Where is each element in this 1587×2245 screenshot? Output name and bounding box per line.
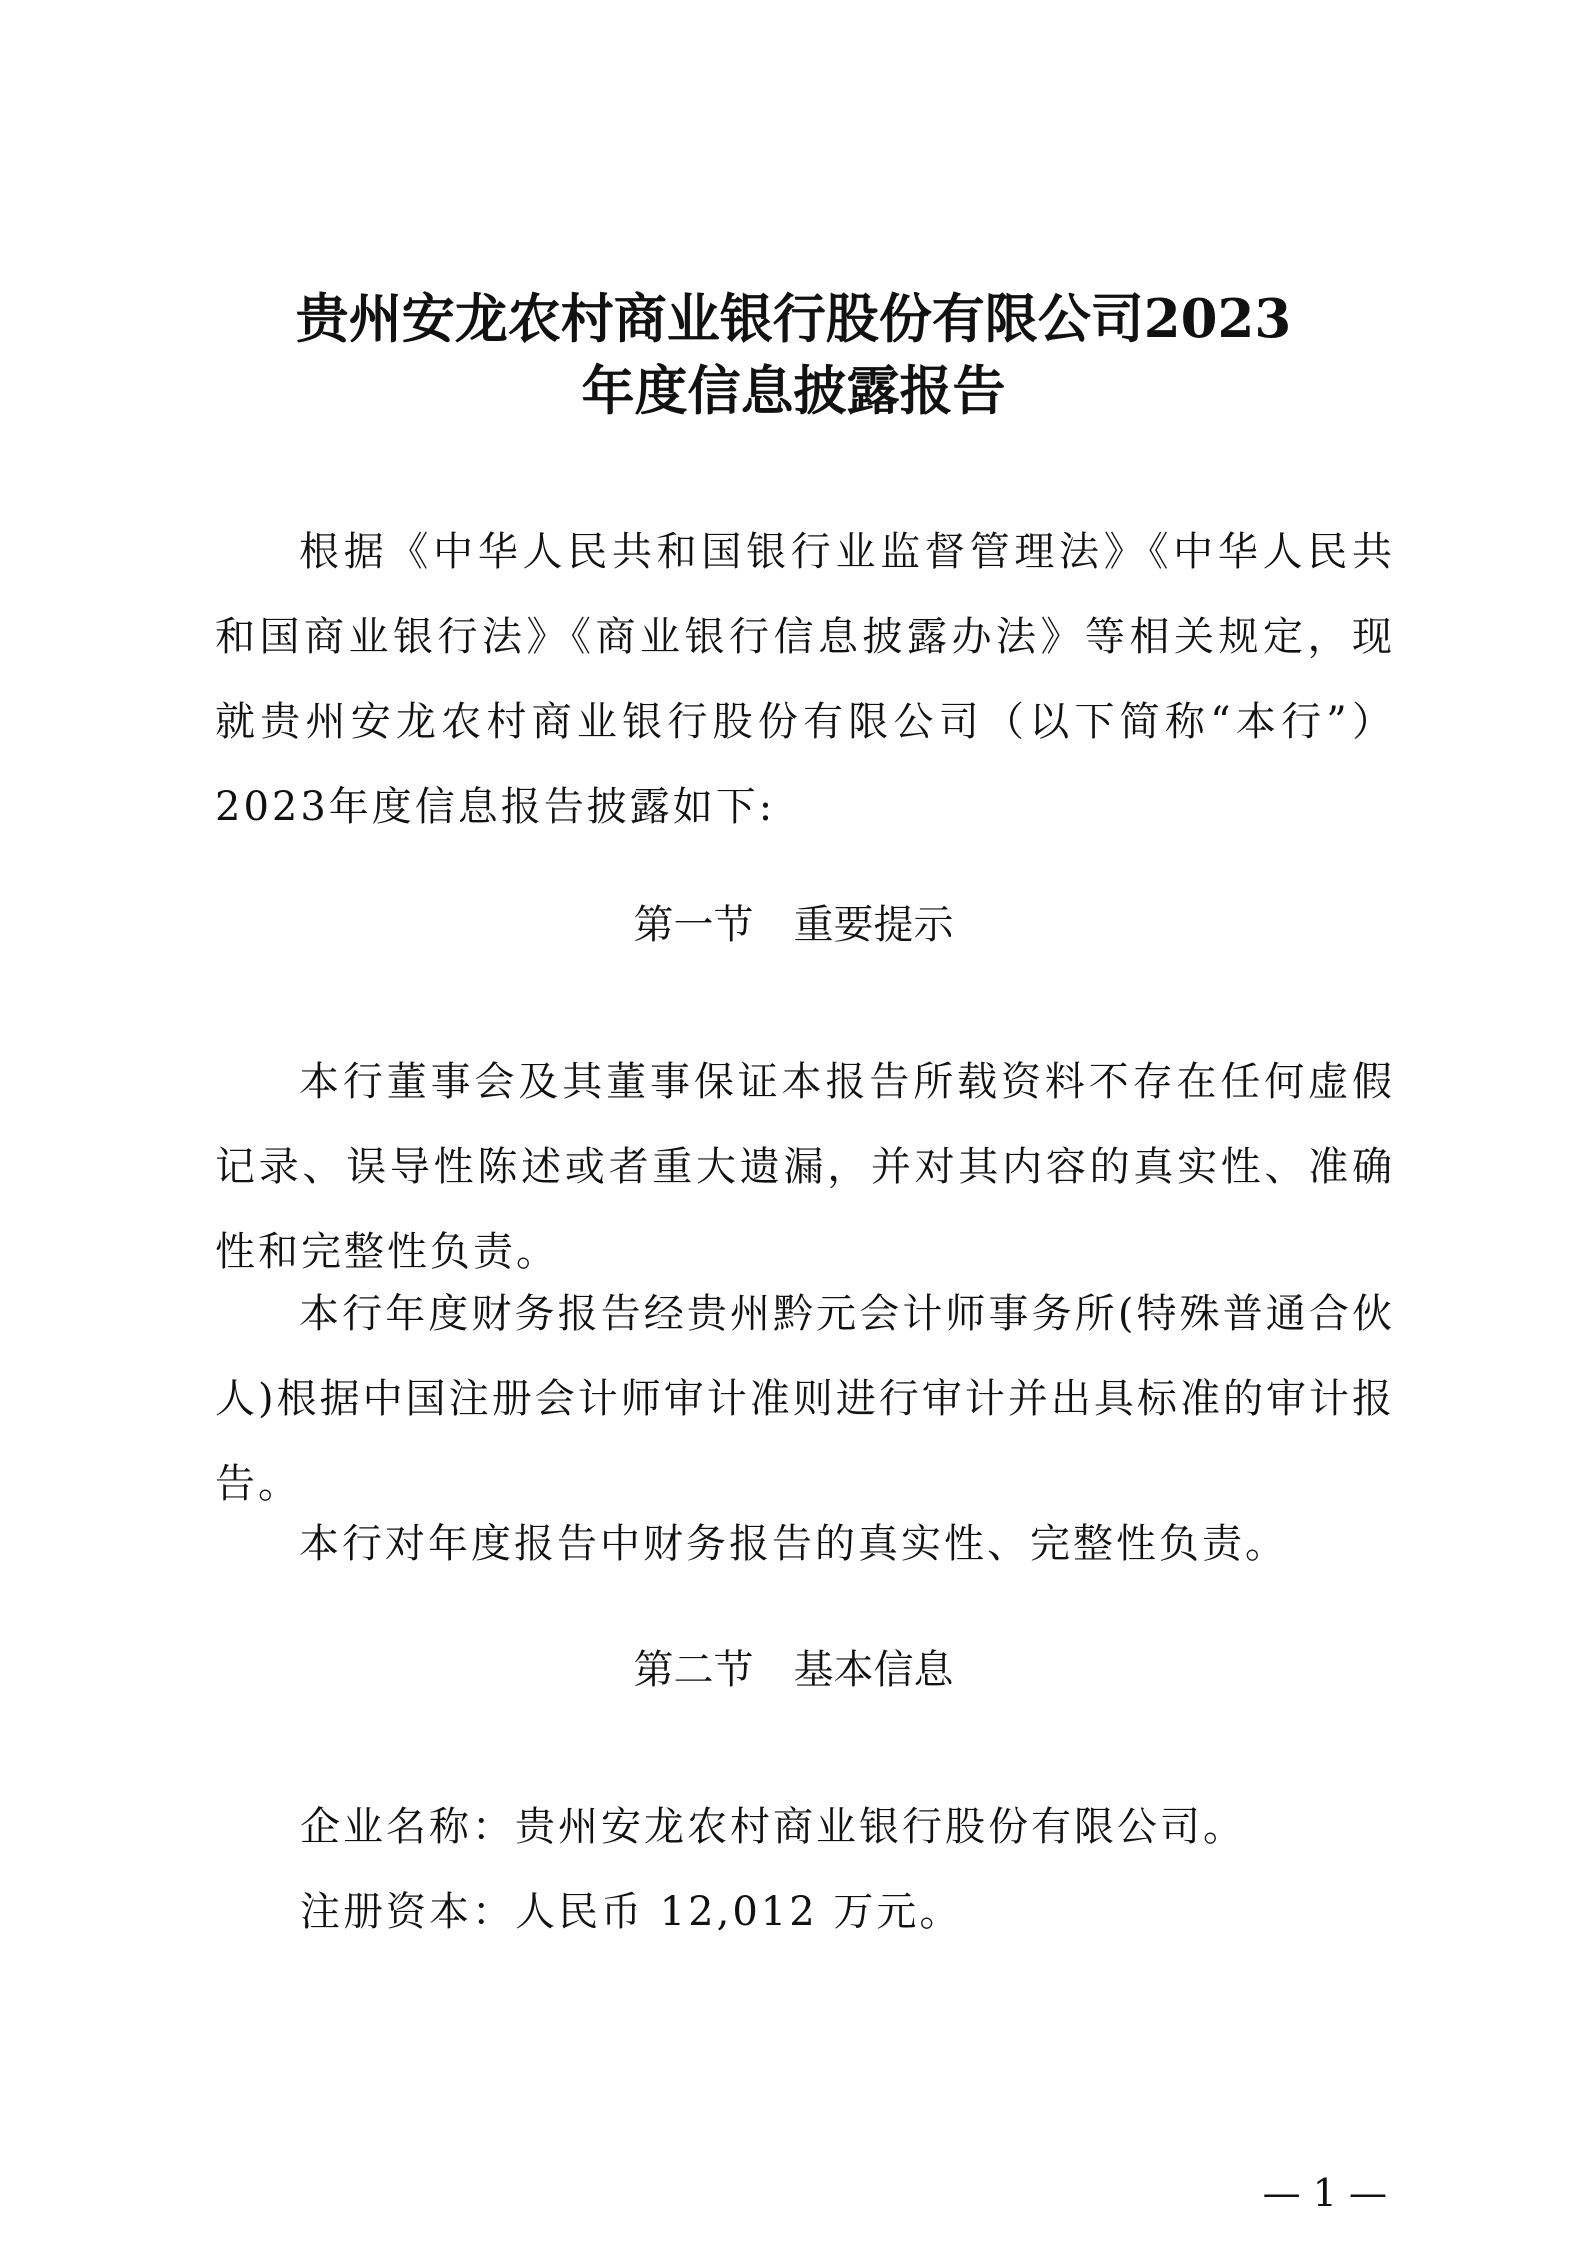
section-1-heading: 第一节 重要提示 [633,902,954,948]
intro-paragraph: 根据《中华人民共和国银行业监督管理法》《中华人民共和国商业银行法》《商业银行信息披露办法》等相关规定，现就贵州安龙农村商业银行股份有限公司（以下简称“本行”）2023年度信息报告披露如下: [215,529,1395,830]
section-1-paragraph-1: 本行董事会及其董事保证本报告所载资料不存在任何虚假记录、误导性陈述或者重大遗漏，并对其内容的真实性、准确性和完整性负责。 [215,1059,1395,1275]
registered-capital-line: 注册资本：人民币 12,012 万元。 [300,1889,963,1935]
section-1-paragraph-2: 本行年度财务报告经贵州黔元会计师事务所(特殊普通合伙人)根据中国注册会计师审计准则进行审计并出具标准的审计报告。 [215,1291,1395,1507]
section-2-heading: 第二节 基本信息 [633,1647,954,1693]
document-title-line-2: 年度信息披露报告 [581,360,1006,422]
page-number: — 1 — [1262,2171,1387,2215]
document-title-line-1: 贵州安龙农村商业银行股份有限公司2023 [295,288,1292,350]
section-1-paragraph-3: 本行对年度报告中财务报告的真实性、完整性负责。 [299,1521,1288,1567]
company-name-line: 企业名称：贵州安龙农村商业银行股份有限公司。 [300,1804,1246,1850]
